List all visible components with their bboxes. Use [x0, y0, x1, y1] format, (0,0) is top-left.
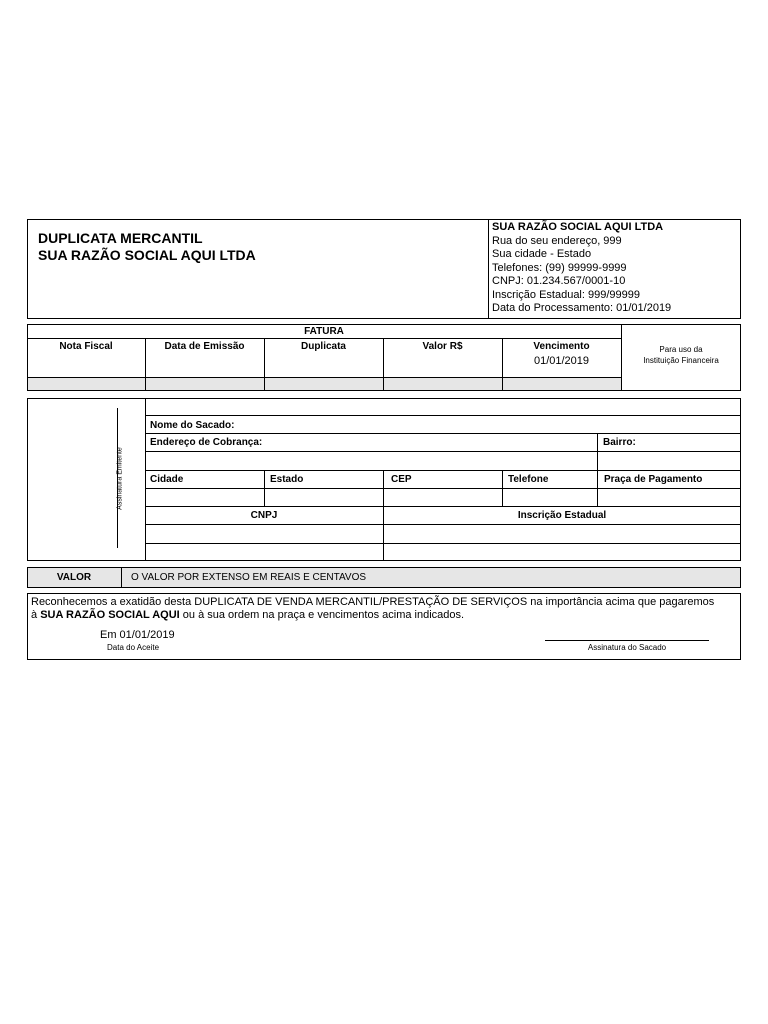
sacado-row-line-4 — [145, 470, 741, 471]
fatura-col-duplicata: Duplicata — [300, 341, 346, 352]
sacado-row-line-2 — [145, 433, 741, 434]
issuer-name: SUA RAZÃO SOCIAL AQUI LTDA — [492, 221, 664, 233]
header-divider — [488, 219, 489, 319]
fatura-bottom-line — [27, 377, 621, 378]
sacado-city-label: Cidade — [150, 474, 184, 485]
fatura-gray-row — [28, 378, 621, 390]
sacado-district-label: Bairro: — [603, 437, 636, 448]
sacado-payment-place-label: Praça de Pagamento — [604, 474, 703, 485]
fatura-title: FATURA — [304, 326, 344, 337]
valor-label: VALOR — [56, 572, 92, 583]
issuer-cnpj: CNPJ: 01.234.567/0001-10 — [492, 275, 626, 287]
sacado-state-reg-label: Inscrição Estadual — [517, 510, 607, 521]
sacado-row-line-3 — [145, 451, 741, 452]
city-col-divider-1 — [264, 470, 265, 506]
bairro-divider — [597, 433, 598, 470]
issuer-address: Rua do seu endereço, 999 — [492, 234, 622, 247]
sacado-row-line-1 — [145, 415, 741, 416]
sacado-signature-label: Assinatura do Sacado — [587, 643, 667, 652]
bank-use-line1: Para uso da — [659, 345, 703, 354]
city-col-divider-3 — [502, 470, 503, 506]
bank-use-label — [621, 344, 741, 366]
acceptance-text-line2 — [31, 609, 464, 621]
sacado-signature-line — [545, 640, 709, 641]
fatura-due-date: 01/01/2019 — [533, 355, 590, 367]
issuer-city: Sua cidade - Estado — [492, 248, 592, 260]
acceptance-company: SUA RAZÃO SOCIAL AQUI — [40, 609, 180, 621]
fatura-col-valor: Valor R$ — [422, 341, 463, 352]
city-col-divider-4 — [597, 470, 598, 506]
acceptance-text-line1: Reconhecemos a exatidão desta DUPLICATA DE VENDA MERCANTIL/PRESTAÇÃO DE SERVIÇOS na importância acima que pagaremos — [31, 596, 715, 608]
sacado-zip-label: CEP — [391, 474, 412, 485]
fatura-col-data-emissao: Data de Emissão — [164, 341, 245, 352]
sacado-row-line-5 — [145, 488, 741, 489]
acceptance-suffix: ou à sua ordem na praça e vencimentos acima indicados. — [182, 609, 465, 621]
company-name-title: SUA RAZÃO SOCIAL AQUI LTDA — [38, 247, 256, 263]
sacado-state-label: Estado — [270, 474, 304, 485]
fatura-col-nota-fiscal: Nota Fiscal — [59, 341, 113, 352]
sacado-cnpj-label: CNPJ — [250, 510, 278, 521]
issuer-processing-date: Data do Processamento: 01/01/2019 — [492, 302, 672, 314]
sacado-row-line-8 — [145, 543, 741, 544]
document-title: DUPLICATA MERCANTIL — [38, 230, 203, 246]
acceptance-date: Em 01/01/2019 — [100, 629, 175, 641]
acceptance-prefix: à — [31, 609, 38, 621]
sacado-left-divider — [145, 398, 146, 561]
issuer-info — [492, 221, 671, 316]
fatura-title-line — [27, 338, 621, 339]
valor-divider — [121, 567, 122, 588]
sacado-phone-label: Telefone — [508, 474, 549, 485]
bank-use-line2: Instituição Financeira — [643, 356, 719, 365]
sacado-address-label: Endereço de Cobrança: — [150, 437, 263, 448]
sacado-row-line-6 — [145, 506, 741, 507]
issuer-phones: Telefones: (99) 99999-9999 — [492, 261, 627, 274]
sacado-row-line-7 — [145, 524, 741, 525]
issuer-state-registration: Inscrição Estadual: 999/99999 — [492, 288, 640, 301]
acceptance-date-label: Data do Aceite — [107, 643, 160, 652]
sacado-name-label: Nome do Sacado: — [150, 420, 235, 431]
valor-text: O VALOR POR EXTENSO EM REAIS E CENTAVOS — [131, 572, 367, 583]
fatura-col-vencimento: Vencimento — [533, 341, 590, 352]
issuer-signature-label: Assinatura Emitente — [116, 447, 124, 510]
